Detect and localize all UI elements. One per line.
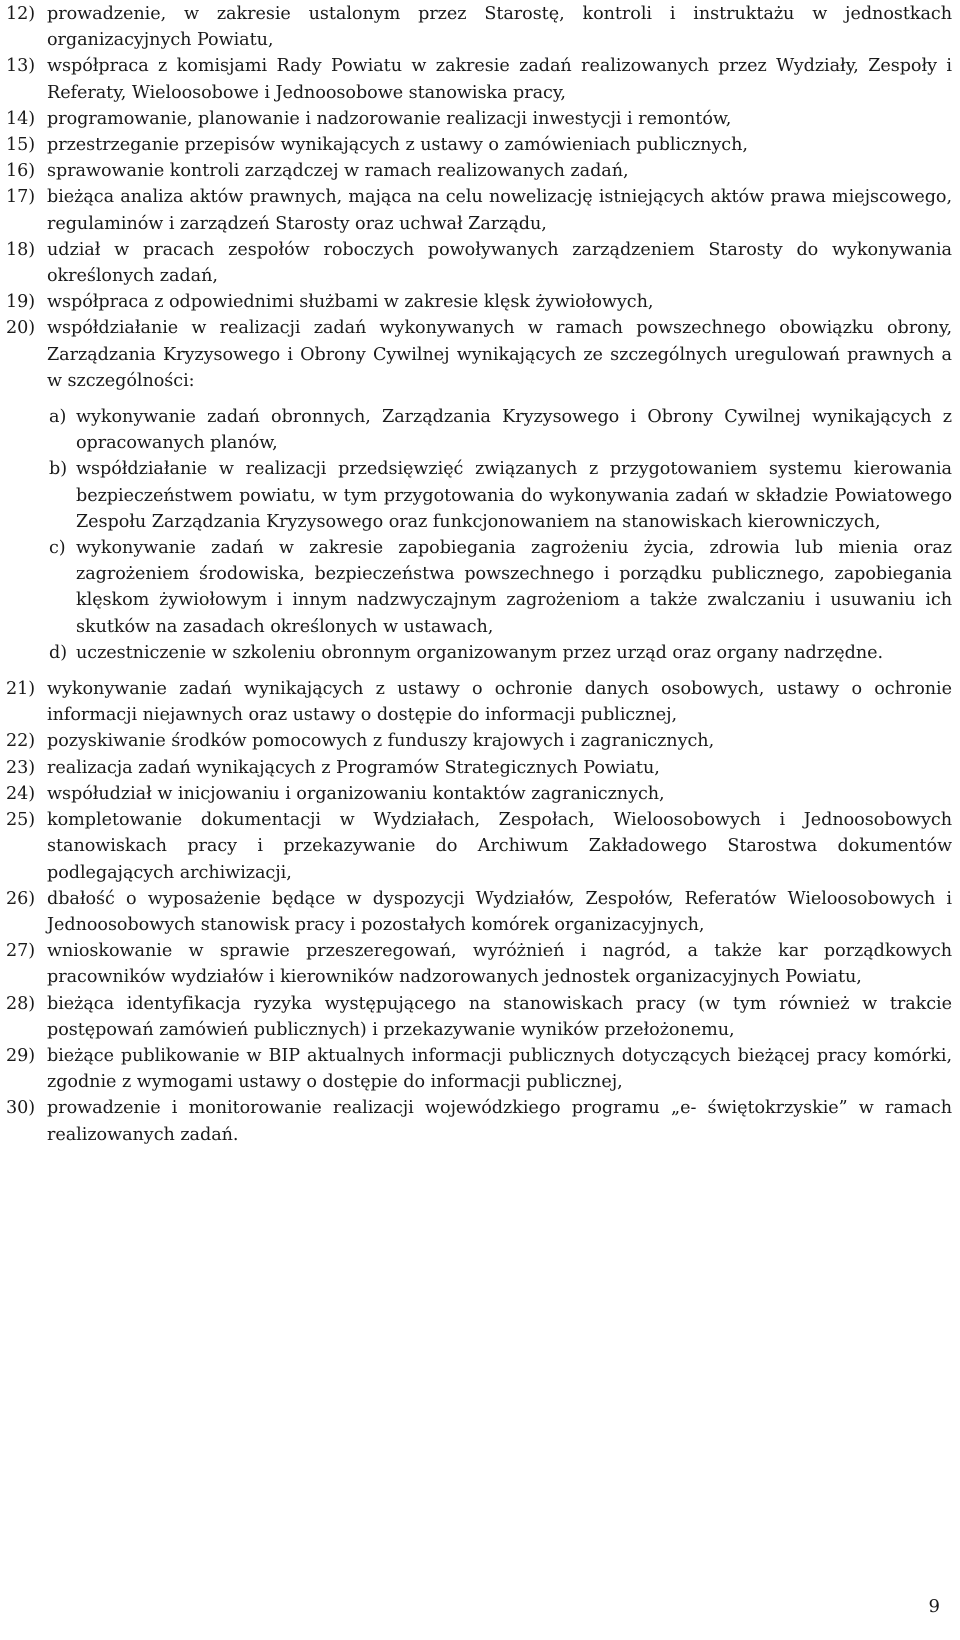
sub-list-item	[49, 404, 952, 456]
list-item	[6, 886, 952, 938]
duties-list	[6, 1, 952, 1148]
list-item-number: 17)	[6, 187, 36, 208]
list-item	[6, 315, 952, 666]
list-item-number: 18)	[6, 239, 36, 260]
list-item-text: wnioskowanie w sprawie przeszeregowań, wyróżnień i nagród, a także kar porządkowych pracowników wydziałów i kierowników nadzorowanych jednostek organizacyjnych Powiatu,	[47, 941, 952, 988]
sub-list-item-text: wykonywanie zadań w zakresie zapobiegania zagrożeniu życia, zdrowia lub mienia oraz zagrożeniem środowiska, bezpieczeństwa powszechnego i porządku publicznego, zapobiegania klęskom żywiołowym i innym nadzwyczajnym zagrożeniom a także zwalczaniu i usuwaniu ich skutków na zasadach określonych w ustawach,	[76, 538, 952, 637]
list-item-text: realizacja zadań wynikających z Programów Strategicznych Powiatu,	[47, 757, 660, 778]
list-item-text: bieżąca analiza aktów prawnych, mająca na celu nowelizację istniejących aktów prawa miejscowego, regulaminów i zarządzeń Starosty oraz uchwał Zarządu,	[47, 187, 952, 234]
sub-list-item	[49, 456, 952, 535]
list-item-number: 20)	[6, 318, 36, 339]
list-item-number: 16)	[6, 161, 36, 182]
list-item	[6, 1043, 952, 1095]
list-item-number: 24)	[6, 783, 36, 804]
sub-list-item-letter: d)	[49, 642, 68, 663]
list-item-text: współpraca z odpowiednimi służbami w zakresie klęsk żywiołowych,	[47, 292, 654, 313]
list-item-number: 26)	[6, 888, 36, 909]
sub-list-item-letter: a)	[49, 407, 67, 428]
sub-list-item-letter: c)	[49, 538, 66, 559]
list-item-text: prowadzenie i monitorowanie realizacji wojewódzkiego programu „e- świętokrzyskie” w ramach realizowanych zadań.	[47, 1098, 952, 1145]
list-item	[6, 237, 952, 289]
list-item-number: 14)	[6, 108, 36, 129]
list-item	[6, 676, 952, 728]
list-item	[6, 938, 952, 990]
page-number: 9	[928, 1596, 940, 1617]
list-item	[6, 1095, 952, 1147]
sub-list-item-text: wykonywanie zadań obronnych, Zarządzania Kryzysowego i Obrony Cywilnej wynikających z opracowanych planów,	[76, 407, 952, 454]
list-item-number: 25)	[6, 810, 36, 831]
sub-list	[47, 404, 952, 666]
sub-list-item-text: współdziałanie w realizacji przedsięwzięć związanych z przygotowaniem systemu kierowania bezpieczeństwem powiatu, w tym przygotowania do wykonywania zadań w składzie Powiatowego Zespołu Zarządzania Kryzysowego oraz funkcjonowaniem na stanowiskach kierowniczych,	[76, 459, 952, 532]
list-item	[6, 807, 952, 886]
list-item-number: 30)	[6, 1098, 36, 1119]
list-item-text: współdziałanie w realizacji zadań wykonywanych w ramach powszechnego obowiązku obrony, Zarządzania Kryzysowego i Obrony Cywilnej wynikających ze szczególnych uregulowań prawnych a w szczególności:	[47, 318, 952, 391]
list-item-text: przestrzeganie przepisów wynikających z ustawy o zamówieniach publicznych,	[47, 135, 748, 156]
list-item-number: 13)	[6, 56, 36, 77]
list-item-number: 22)	[6, 731, 36, 752]
list-item-text: bieżąca identyfikacja ryzyka występującego na stanowiskach pracy (w tym również w trakcie postępowań zamówień publicznych) i przekazywanie wyników przełożonemu,	[47, 993, 952, 1040]
list-item-text: udział w pracach zespołów roboczych powoływanych zarządzeniem Starosty do wykonywania określonych zadań,	[47, 239, 952, 287]
list-item	[6, 1, 952, 53]
list-item-number: 12)	[6, 4, 36, 24]
list-item	[6, 106, 952, 132]
list-item-number: 15)	[6, 135, 36, 156]
list-item-text: prowadzenie, w zakresie ustalonym przez Starostę, kontroli i instruktażu w jednostkach organizacyjnych Powiatu,	[47, 4, 952, 51]
sub-list-item	[49, 535, 952, 640]
list-item-text: kompletowanie dokumentacji w Wydziałach, Zespołach, Wieloosobowych i Jednoosobowych stanowiskach pracy i przekazywanie do Archiwum Zakładowego Starostwa dokumentów podlegających archiwizacji,	[47, 810, 952, 883]
list-item	[6, 755, 952, 781]
list-item-number: 19)	[6, 292, 36, 313]
list-item-text: współpraca z komisjami Rady Powiatu w zakresie zadań realizowanych przez Wydziały, Zespoły i Referaty, Wieloosobowe i Jednoosobowe stanowiska pracy,	[47, 56, 952, 103]
list-item	[6, 728, 952, 754]
list-item-text: pozyskiwanie środków pomocowych z funduszy krajowych i zagranicznych,	[47, 731, 715, 752]
list-item-text: sprawowanie kontroli zarządczej w ramach realizowanych zadań,	[47, 161, 629, 182]
list-item-number: 29)	[6, 1045, 36, 1066]
list-item	[6, 158, 952, 184]
list-item-text: bieżące publikowanie w BIP aktualnych informacji publicznych dotyczących bieżącej pracy komórki, zgodnie z wymogami ustawy o dostępie do informacji publicznej,	[47, 1045, 952, 1093]
list-item-number: 27)	[6, 941, 36, 962]
list-item	[6, 184, 952, 236]
list-item-number: 23)	[6, 757, 36, 778]
list-item-number: 21)	[6, 679, 36, 700]
list-item-text: dbałość o wyposażenie będące w dyspozycji Wydziałów, Zespołów, Referatów Wieloosobowych i Jednoosobowych stanowisk pracy i pozostałych komórek organizacyjnych,	[47, 888, 952, 935]
list-item-text: współudział w inicjowaniu i organizowaniu kontaktów zagranicznych,	[47, 783, 665, 804]
list-item-text: wykonywanie zadań wynikających z ustawy o ochronie danych osobowych, ustawy o ochronie informacji niejawnych oraz ustawy o dostępie do informacji publicznej,	[47, 679, 952, 726]
list-item	[6, 289, 952, 315]
list-item	[6, 781, 952, 807]
sub-list-item-text: uczestniczenie w szkoleniu obronnym organizowanym przez urząd oraz organy nadrzędne.	[76, 642, 884, 663]
sub-list-item	[49, 640, 952, 666]
list-item-text: programowanie, planowanie i nadzorowanie realizacji inwestycji i remontów,	[47, 108, 732, 129]
list-item-number: 28)	[6, 993, 36, 1014]
sub-list-item-letter: b)	[49, 459, 68, 480]
list-item	[6, 132, 952, 158]
list-item	[6, 991, 952, 1043]
list-item	[6, 53, 952, 105]
